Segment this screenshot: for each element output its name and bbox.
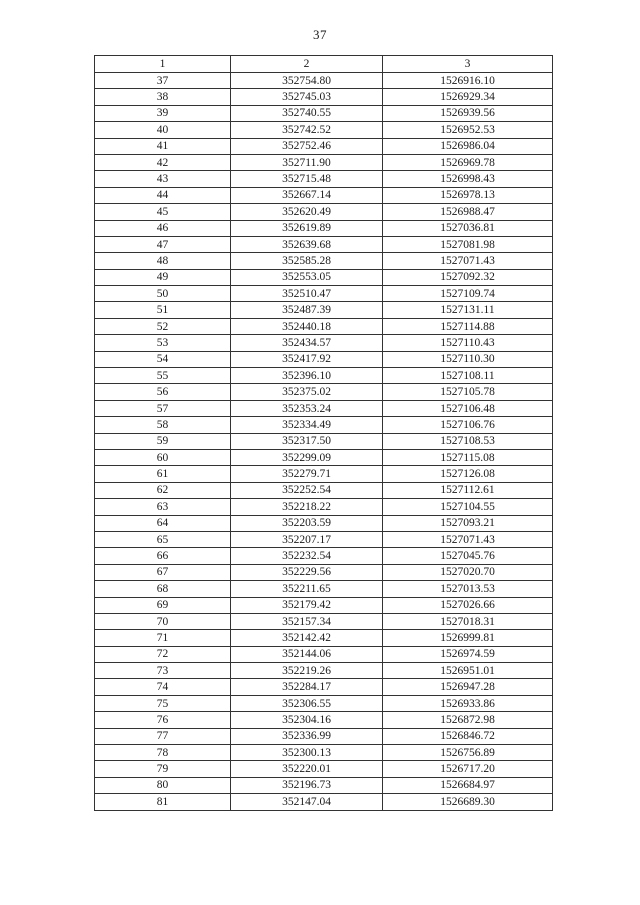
point-number-cell: 46 (95, 220, 231, 236)
table-row (95, 597, 553, 613)
x-coordinate-cell: 352619.89 (231, 220, 383, 236)
header-row (95, 56, 553, 73)
table-row (95, 531, 553, 547)
y-coordinate-cell: 1527110.43 (383, 335, 553, 351)
table-row (95, 171, 553, 187)
page-number: 37 (313, 27, 327, 42)
table-row (95, 712, 553, 728)
column-header-y: 3 (383, 56, 553, 73)
point-number-cell: 39 (95, 105, 231, 121)
y-coordinate-cell: 1527115.08 (383, 449, 553, 465)
point-number-cell: 63 (95, 499, 231, 515)
x-coordinate-cell: 352740.55 (231, 105, 383, 121)
y-coordinate-cell: 1526988.47 (383, 204, 553, 220)
point-number-cell: 44 (95, 187, 231, 203)
point-number-cell: 66 (95, 548, 231, 564)
point-number-cell: 68 (95, 581, 231, 597)
table-row (95, 663, 553, 679)
x-coordinate-cell: 352396.10 (231, 368, 383, 384)
y-coordinate-cell: 1526717.20 (383, 761, 553, 777)
x-coordinate-cell: 352232.54 (231, 548, 383, 564)
table-row (95, 679, 553, 695)
x-coordinate-cell: 352219.26 (231, 663, 383, 679)
point-number-cell: 80 (95, 777, 231, 793)
point-number-cell: 58 (95, 417, 231, 433)
y-coordinate-cell: 1527110.30 (383, 351, 553, 367)
point-number-cell: 69 (95, 597, 231, 613)
table-row (95, 515, 553, 531)
x-coordinate-cell: 352220.01 (231, 761, 383, 777)
x-coordinate-cell: 352334.49 (231, 417, 383, 433)
table-row (95, 400, 553, 416)
point-number-cell: 79 (95, 761, 231, 777)
point-number-cell: 61 (95, 466, 231, 482)
x-coordinate-cell: 352715.48 (231, 171, 383, 187)
point-number-cell: 49 (95, 269, 231, 285)
point-number-cell: 71 (95, 630, 231, 646)
table-header (95, 56, 553, 73)
y-coordinate-cell: 1526916.10 (383, 73, 553, 89)
point-number-cell: 73 (95, 663, 231, 679)
x-coordinate-cell: 352553.05 (231, 269, 383, 285)
y-coordinate-cell: 1526951.01 (383, 663, 553, 679)
point-number-cell: 53 (95, 335, 231, 351)
column-header-x: 2 (231, 56, 383, 73)
x-coordinate-cell: 352203.59 (231, 515, 383, 531)
table-row (95, 417, 553, 433)
x-coordinate-cell: 352585.28 (231, 253, 383, 269)
y-coordinate-cell: 1527106.76 (383, 417, 553, 433)
x-coordinate-cell: 352144.06 (231, 646, 383, 662)
point-number-cell: 60 (95, 449, 231, 465)
point-number-cell: 43 (95, 171, 231, 187)
y-coordinate-cell: 1526998.43 (383, 171, 553, 187)
table-row (95, 187, 553, 203)
y-coordinate-cell: 1526933.86 (383, 695, 553, 711)
y-coordinate-cell: 1527071.43 (383, 531, 553, 547)
point-number-cell: 38 (95, 89, 231, 105)
table-row (95, 466, 553, 482)
x-coordinate-cell: 352434.57 (231, 335, 383, 351)
x-coordinate-cell: 352196.73 (231, 777, 383, 793)
point-number-cell: 75 (95, 695, 231, 711)
point-number-cell: 76 (95, 712, 231, 728)
x-coordinate-cell: 352304.16 (231, 712, 383, 728)
x-coordinate-cell: 352667.14 (231, 187, 383, 203)
x-coordinate-cell: 352440.18 (231, 318, 383, 334)
x-coordinate-cell: 352142.42 (231, 630, 383, 646)
x-coordinate-cell: 352157.34 (231, 613, 383, 629)
y-coordinate-cell: 1526939.56 (383, 105, 553, 121)
x-coordinate-cell: 352229.56 (231, 564, 383, 580)
y-coordinate-cell: 1527036.81 (383, 220, 553, 236)
table-row (95, 745, 553, 761)
x-coordinate-cell: 352639.68 (231, 236, 383, 252)
table-row (95, 253, 553, 269)
table-row (95, 204, 553, 220)
x-coordinate-cell: 352620.49 (231, 204, 383, 220)
table-row (95, 269, 553, 285)
table-row (95, 286, 553, 302)
table-row (95, 761, 553, 777)
table-row (95, 449, 553, 465)
y-coordinate-cell: 1527018.31 (383, 613, 553, 629)
table-row (95, 335, 553, 351)
table-row (95, 105, 553, 121)
y-coordinate-cell: 1527108.11 (383, 368, 553, 384)
table-row (95, 564, 553, 580)
point-number-cell: 65 (95, 531, 231, 547)
x-coordinate-cell: 352284.17 (231, 679, 383, 695)
point-number-cell: 67 (95, 564, 231, 580)
point-number-cell: 72 (95, 646, 231, 662)
point-number-cell: 50 (95, 286, 231, 302)
y-coordinate-cell: 1527106.48 (383, 400, 553, 416)
x-coordinate-cell: 352745.03 (231, 89, 383, 105)
y-coordinate-cell: 1526689.30 (383, 794, 553, 810)
point-number-cell: 41 (95, 138, 231, 154)
table-row (95, 154, 553, 170)
x-coordinate-cell: 352300.13 (231, 745, 383, 761)
x-coordinate-cell: 352375.02 (231, 384, 383, 400)
x-coordinate-cell: 352711.90 (231, 154, 383, 170)
y-coordinate-cell: 1526974.59 (383, 646, 553, 662)
table-row (95, 695, 553, 711)
y-coordinate-cell: 1527045.76 (383, 548, 553, 564)
point-number-cell: 42 (95, 154, 231, 170)
table-row (95, 728, 553, 744)
y-coordinate-cell: 1527131.11 (383, 302, 553, 318)
y-coordinate-cell: 1527114.88 (383, 318, 553, 334)
table-row (95, 646, 553, 662)
table-row (95, 351, 553, 367)
point-number-cell: 57 (95, 400, 231, 416)
x-coordinate-cell: 352207.17 (231, 531, 383, 547)
y-coordinate-cell: 1527108.53 (383, 433, 553, 449)
point-number-cell: 47 (95, 236, 231, 252)
y-coordinate-cell: 1526952.53 (383, 122, 553, 138)
y-coordinate-cell: 1526999.81 (383, 630, 553, 646)
table-row (95, 73, 553, 89)
y-coordinate-cell: 1526929.34 (383, 89, 553, 105)
table-row (95, 630, 553, 646)
x-coordinate-cell: 352299.09 (231, 449, 383, 465)
y-coordinate-cell: 1527092.32 (383, 269, 553, 285)
y-coordinate-cell: 1526969.78 (383, 154, 553, 170)
y-coordinate-cell: 1527126.08 (383, 466, 553, 482)
y-coordinate-cell: 1526986.04 (383, 138, 553, 154)
point-number-cell: 62 (95, 482, 231, 498)
table-row (95, 138, 553, 154)
table-row (95, 220, 553, 236)
y-coordinate-cell: 1527112.61 (383, 482, 553, 498)
y-coordinate-cell: 1527071.43 (383, 253, 553, 269)
table-row (95, 89, 553, 105)
y-coordinate-cell: 1527081.98 (383, 236, 553, 252)
y-coordinate-cell: 1527020.70 (383, 564, 553, 580)
table-row (95, 236, 553, 252)
x-coordinate-cell: 352218.22 (231, 499, 383, 515)
x-coordinate-cell: 352306.55 (231, 695, 383, 711)
point-number-cell: 37 (95, 73, 231, 89)
y-coordinate-cell: 1526756.89 (383, 745, 553, 761)
point-number-cell: 40 (95, 122, 231, 138)
table-row (95, 482, 553, 498)
x-coordinate-cell: 352510.47 (231, 286, 383, 302)
table-row (95, 499, 553, 515)
coordinates-table (94, 55, 553, 811)
x-coordinate-cell: 352211.65 (231, 581, 383, 597)
y-coordinate-cell: 1527105.78 (383, 384, 553, 400)
x-coordinate-cell: 352752.46 (231, 138, 383, 154)
point-number-cell: 78 (95, 745, 231, 761)
table-row (95, 318, 553, 334)
table-row (95, 368, 553, 384)
y-coordinate-cell: 1527013.53 (383, 581, 553, 597)
point-number-cell: 74 (95, 679, 231, 695)
table-row (95, 548, 553, 564)
point-number-cell: 55 (95, 368, 231, 384)
x-coordinate-cell: 352417.92 (231, 351, 383, 367)
column-header-point: 1 (95, 56, 231, 73)
x-coordinate-cell: 352252.54 (231, 482, 383, 498)
table-body (95, 73, 553, 811)
y-coordinate-cell: 1527109.74 (383, 286, 553, 302)
table-row (95, 384, 553, 400)
point-number-cell: 59 (95, 433, 231, 449)
table-row (95, 777, 553, 793)
point-number-cell: 56 (95, 384, 231, 400)
y-coordinate-cell: 1526872.98 (383, 712, 553, 728)
table-row (95, 613, 553, 629)
point-number-cell: 51 (95, 302, 231, 318)
point-number-cell: 77 (95, 728, 231, 744)
table-row (95, 302, 553, 318)
y-coordinate-cell: 1527093.21 (383, 515, 553, 531)
x-coordinate-cell: 352147.04 (231, 794, 383, 810)
x-coordinate-cell: 352754.80 (231, 73, 383, 89)
point-number-cell: 52 (95, 318, 231, 334)
table-row (95, 794, 553, 810)
x-coordinate-cell: 352742.52 (231, 122, 383, 138)
point-number-cell: 54 (95, 351, 231, 367)
x-coordinate-cell: 352487.39 (231, 302, 383, 318)
point-number-cell: 45 (95, 204, 231, 220)
y-coordinate-cell: 1526846.72 (383, 728, 553, 744)
table-row (95, 122, 553, 138)
y-coordinate-cell: 1526947.28 (383, 679, 553, 695)
y-coordinate-cell: 1527104.55 (383, 499, 553, 515)
x-coordinate-cell: 352179.42 (231, 597, 383, 613)
point-number-cell: 48 (95, 253, 231, 269)
x-coordinate-cell: 352353.24 (231, 400, 383, 416)
y-coordinate-cell: 1526978.13 (383, 187, 553, 203)
table-row (95, 433, 553, 449)
point-number-cell: 64 (95, 515, 231, 531)
x-coordinate-cell: 352317.50 (231, 433, 383, 449)
x-coordinate-cell: 352279.71 (231, 466, 383, 482)
y-coordinate-cell: 1526684.97 (383, 777, 553, 793)
table-row (95, 581, 553, 597)
point-number-cell: 70 (95, 613, 231, 629)
point-number-cell: 81 (95, 794, 231, 810)
y-coordinate-cell: 1527026.66 (383, 597, 553, 613)
x-coordinate-cell: 352336.99 (231, 728, 383, 744)
